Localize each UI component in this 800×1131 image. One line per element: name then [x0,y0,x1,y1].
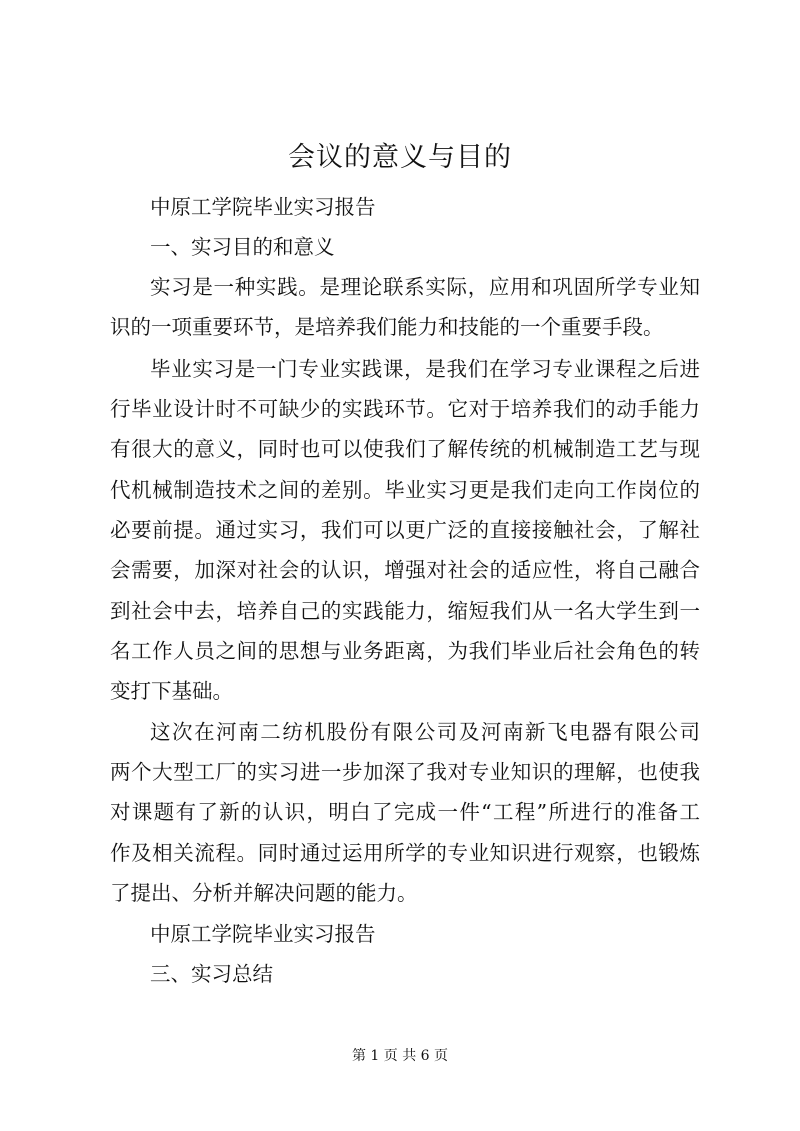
section-heading-purpose: 一、实习目的和意义 [150,235,335,259]
report-heading: 中原工学院毕业实习报告 [150,195,376,219]
paragraph-2-line: 毕业实习是一门专业实践课，是我们在学习专业课程之后进 [150,357,700,381]
paragraph-3-line: 了提出、分析并解决问题的能力。 [110,881,418,905]
section-heading-summary: 三、实习总结 [150,962,273,986]
paragraph-2-line: 行毕业设计时不可缺少的实践环节。它对于培养我们的动手能力 [110,397,700,421]
paragraph-2-line: 到社会中去，培养自己的实践能力，缩短我们从一名大学生到一 [110,599,700,623]
page-number-footer: 第 1 页 共 6 页 [351,1048,449,1064]
paragraph-3-line: 这次在河南二纺机股份有限公司及河南新飞电器有限公司 [150,720,700,744]
document-title: 会议的意义与目的 [288,142,512,173]
paragraph-2-line: 变打下基础。 [110,679,233,703]
paragraph-1-line: 识的一项重要环节，是培养我们能力和技能的一个重要手段。 [110,315,664,339]
paragraph-2-line: 名工作人员之间的思想与业务距离，为我们毕业后社会角色的转 [110,639,700,663]
paragraph-2-line: 代机械制造技术之间的差别。毕业实习更是我们走向工作岗位的 [110,478,700,502]
paragraph-3-line: 作及相关流程。同时通过运用所学的专业知识进行观察，也锻炼 [110,841,700,865]
paragraph-3-line: 对课题有了新的认识，明白了完成一件“工程”所进行的准备工 [110,800,700,824]
paragraph-2-line: 必要前提。通过实习，我们可以更广泛的直接接触社会，了解社 [110,518,700,542]
report-heading-repeat: 中原工学院毕业实习报告 [150,922,376,946]
paragraph-2-line: 会需要，加深对社会的认识，增强对社会的适应性，将自己融合 [110,558,700,582]
paragraph-3-line: 两个大型工厂的实习进一步加深了我对专业知识的理解，也使我 [110,760,700,784]
paragraph-2-line: 有很大的意义，同时也可以使我们了解传统的机械制造工艺与现 [110,437,700,461]
paragraph-1-line: 实习是一种实践。是理论联系实际，应用和巩固所学专业知 [150,275,700,299]
